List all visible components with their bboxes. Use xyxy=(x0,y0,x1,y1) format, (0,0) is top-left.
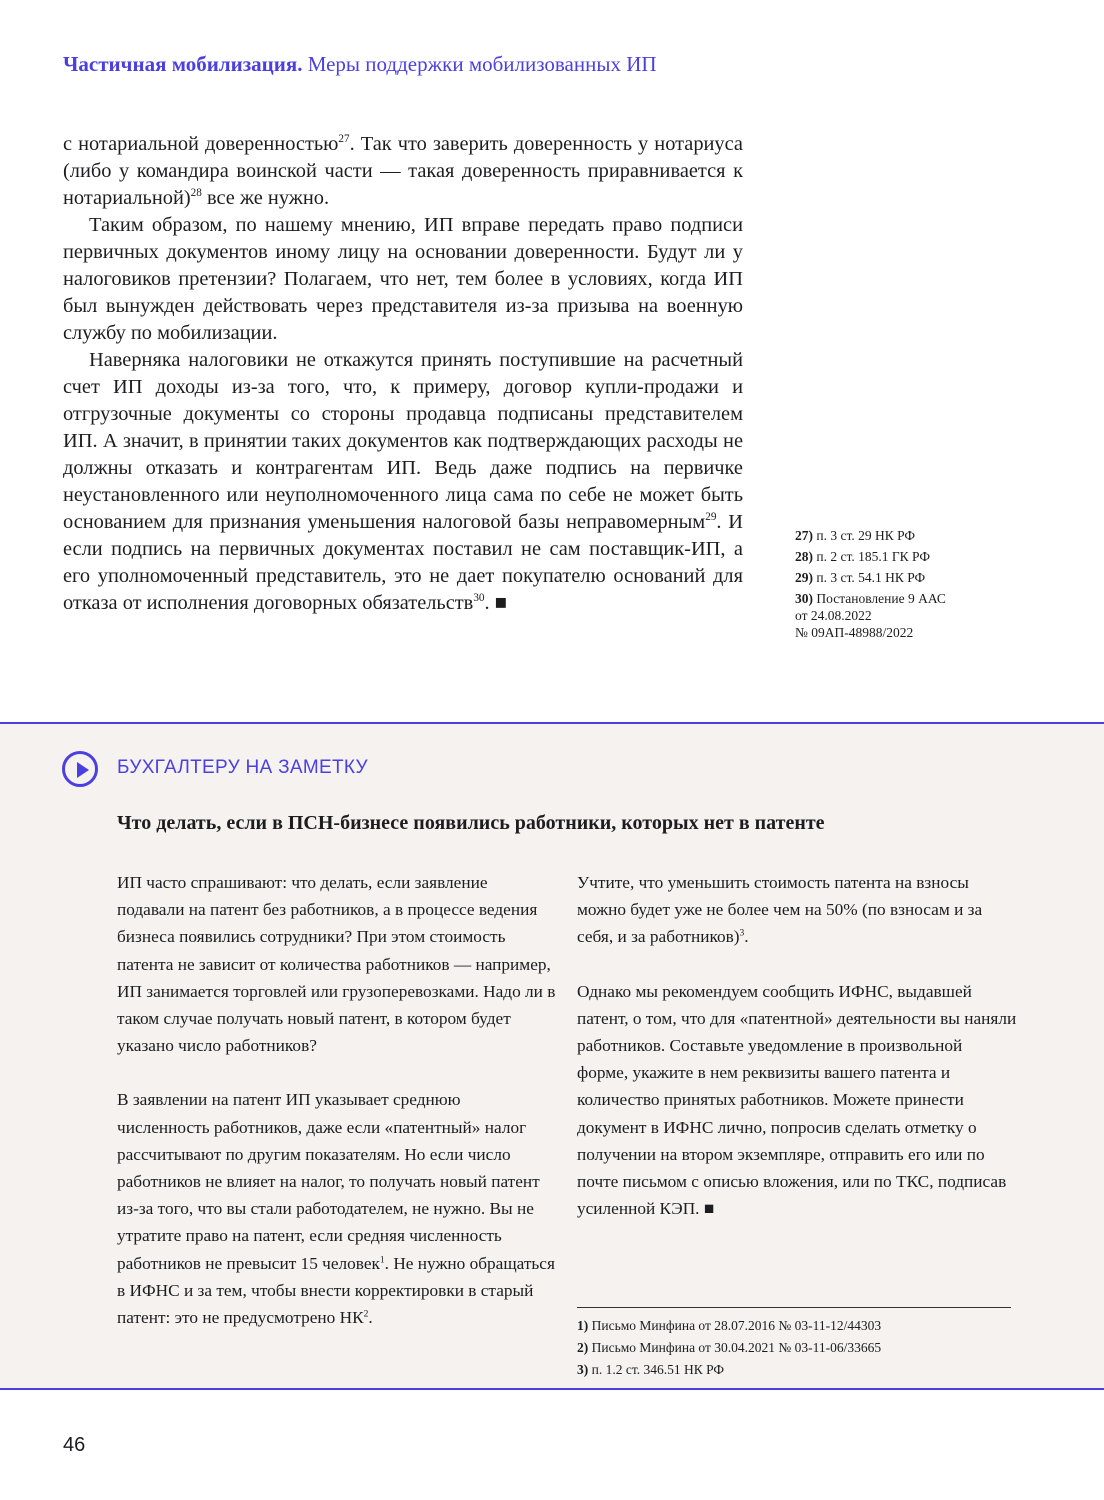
box-column-left xyxy=(117,869,557,1358)
play-icon xyxy=(62,751,98,787)
header-section: Частичная мобилизация. xyxy=(63,52,303,76)
article-paragraph: Таким образом, по нашему мнению, ИП вправе передать право подписи первичных документов иному лицу на основании доверенности. Будут ли у налоговиков претензии? Полагаем, что нет, тем более в условиях, когда ИП был вынужден действовать через представителя из-за призыва на военную службу по мобилизации. xyxy=(63,214,743,344)
footnote-ref[interactable]: 27 xyxy=(338,133,350,146)
box-paragraph: ИП часто спрашивают: что делать, если заявление подавали на патент без работников, а в процессе ведения бизнеса появились сотрудники? При этом стоимость патента не зависит от количества работников — например, ИП занимается торговлей или грузоперевозками. Надо ли в таком случае получать новый патент, в котором будет указано число работников? xyxy=(117,873,556,1056)
page-number: 46 xyxy=(63,1434,86,1456)
side-footnote: 30) Постановление 9 ААС от 24.08.2022 № 09АП-48988/2022 xyxy=(795,591,946,640)
box-column-right xyxy=(577,869,1017,1249)
article-paragraph: с нотариальной доверенностью$^{27}$. Так что заверить доверенность у нотариуса (либо у командира воинской части — такая доверенность приравнивается к нотариальной)$^{28}$ все же нужно. xyxy=(63,133,743,209)
footnote-ref[interactable]: 30 xyxy=(473,592,485,605)
footnote-ref[interactable]: 3 xyxy=(739,928,745,939)
footnote-ref[interactable]: 1 xyxy=(379,1254,385,1265)
footnote-ref[interactable]: 2 xyxy=(363,1309,369,1320)
running-header xyxy=(63,52,657,77)
box-paragraph: В заявлении на патент ИП указывает среднюю численность работников, даже если «патентный» налог рассчитывают по другим показателям. Но если число работников не влияет на налог, то получать новый патент из-за того, что вы стали работодателем, не нужно. Вы не утратите право на патент, если средняя численность работников не превысит 15 человек$^1$. Не нужно обращаться в ИФНС и за тем, чтобы внести корректировки в старый патент: это не предусмотрено $НК^2$. xyxy=(117,1090,555,1328)
box-footnote: 1) Письмо Минфина от 28.07.2016 № 03-11-12/44303 xyxy=(577,1318,882,1333)
header-subtitle: Меры поддержки мобилизованных ИП xyxy=(307,52,657,76)
footnote-divider xyxy=(577,1307,1011,1308)
box-label: БУХГАЛТЕРУ НА ЗАМЕТКУ xyxy=(117,757,368,778)
article-paragraph: Наверняка налоговики не откажутся принять поступившие на расчетный счет ИП доходы из-за того, что, к примеру, договор купли-продажи и отгрузочные документы со стороны продавца подписаны представителем ИП. А значит, в принятии таких документов как подтверждающих расходы не должны отказать и контрагентам ИП. Ведь даже подпись на первичке неустановленного или неуполномоченного лица сама по себе не может быть основанием для признания уменьшения налоговой базы неправомерным$^{29}$. И если подпись на первичных документах поставил не сам поставщик-ИП, а его уполномоченный представитель, это не дает покупателю оснований для отказа от исполнения договорных обязательств$^{30}$. ■ xyxy=(63,349,743,614)
side-footnotes xyxy=(795,527,1015,645)
box-title: Что делать, если в ПСН-бизнесе появились работники, которых нет в патенте xyxy=(117,812,825,834)
accountant-note-box xyxy=(0,722,1104,1390)
box-footnote: 3) п. 1.2 ст. 346.51 НК РФ xyxy=(577,1362,725,1377)
footnote-ref[interactable]: 29 xyxy=(705,511,717,524)
footnote-ref[interactable]: 28 xyxy=(190,187,202,200)
box-footnote: 2) Письмо Минфина от 30.04.2021 № 03-11-06/33665 xyxy=(577,1340,882,1355)
article-body xyxy=(63,131,743,617)
box-footnotes xyxy=(577,1315,881,1381)
side-footnote: 28) п. 2 ст. 185.1 ГК РФ xyxy=(795,549,930,564)
side-footnote: 27) п. 3 ст. 29 НК РФ xyxy=(795,528,916,543)
box-paragraph: Однако мы рекомендуем сообщить ИФНС, выдавшей патент, о том, что для «патентной» деятельности вы наняли работников. Составьте уведомление в произвольной форме, укажите в нем реквизиты вашего патента и количество принятых работников. Можете принести документ в ИФНС лично, попросив сделать отметку о получении на втором экземпляре, отправить его или по почте письмом с описью вложения, или по ТКС, подписав усиленной КЭП. ■ xyxy=(577,981,1017,1219)
side-footnote: 29) п. 3 ст. 54.1 НК РФ xyxy=(795,570,926,585)
box-paragraph: Учтите, что уменьшить стоимость патента на взносы можно будет уже не более чем на 50% (по взносам и за себя, и за работников)$^3$. xyxy=(577,873,983,947)
